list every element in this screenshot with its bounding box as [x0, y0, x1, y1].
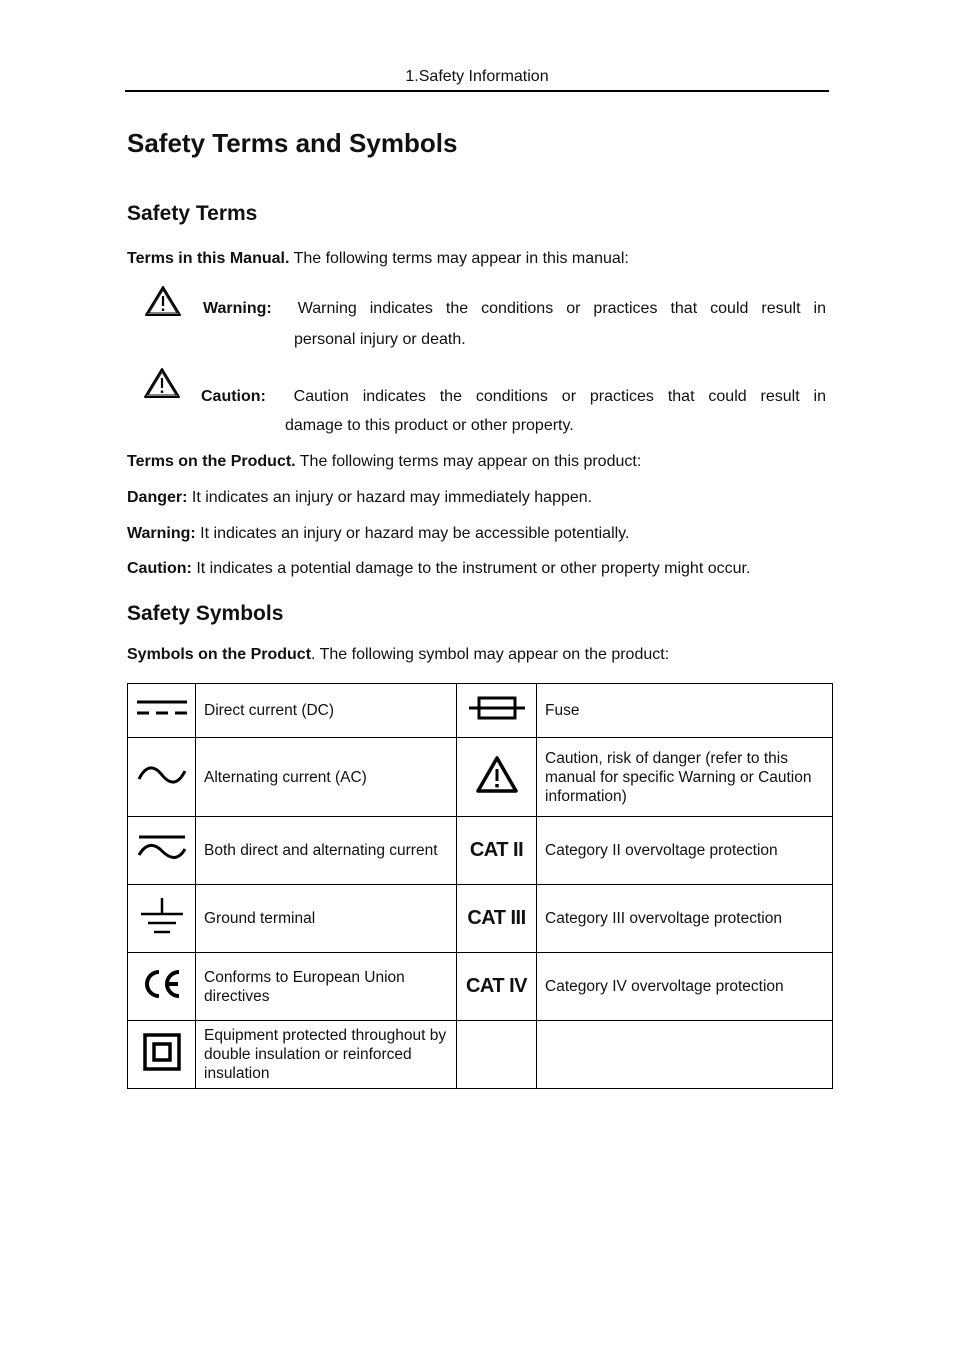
cat-iv-description: Category IV overvoltage protection [537, 953, 833, 1021]
ce-mark-label: Conforms to European Union directives [196, 953, 457, 1021]
symbols-table [127, 683, 833, 1089]
caution-symbol-label: Caution, risk of danger (refer to this manual for specific Warning or Caution information) [537, 738, 833, 817]
cat-iii-cell [457, 885, 537, 953]
ac-icon-cell [128, 738, 196, 817]
dc-icon [134, 697, 190, 719]
caution-triangle-icon-cell [457, 738, 537, 817]
caution-term-text: It indicates a potential damage to the instrument or other property might occur. [191, 560, 751, 577]
cat-ii-label: CAT II [469, 838, 524, 861]
caution-triangle-icon [143, 367, 181, 399]
caution-text-line2: damage to this product or other property. [285, 417, 574, 434]
table-row [128, 953, 833, 1021]
caution-term [127, 560, 750, 578]
table-row [128, 1021, 833, 1089]
ac-icon [136, 763, 188, 787]
caution-definition-line1 [201, 388, 826, 406]
symbols-intro-text: . The following symbol may appear on the product: [311, 646, 670, 663]
ground-icon-cell [128, 885, 196, 953]
table-row [128, 684, 833, 738]
double-insulation-icon [142, 1032, 182, 1072]
warning-triangle-icon [144, 285, 182, 317]
warning-definition-line1 [203, 300, 826, 318]
ce-mark-icon [140, 966, 184, 1002]
manual-terms-label: Terms in this Manual. [127, 250, 290, 267]
warning-term-label: Warning: [127, 525, 196, 542]
caution-text-line1: Caution indicates the conditions or practices that could result in [293, 388, 827, 405]
empty-cell [537, 1021, 833, 1089]
symbols-intro [127, 646, 669, 664]
section-heading-safety-symbols: Safety Symbols [127, 602, 284, 625]
danger-text: It indicates an injury or hazard may immediately happen. [187, 489, 593, 506]
dc-label: Direct current (DC) [196, 684, 457, 738]
page-title: Safety Terms and Symbols [127, 128, 458, 158]
page-header: 1.Safety Information [125, 68, 829, 92]
warning-text-line2: personal injury or death. [294, 331, 466, 348]
double-insulation-icon-cell [128, 1021, 196, 1089]
warning-term-text: It indicates an injury or hazard may be accessible potentially. [195, 525, 630, 542]
product-terms-text: The following terms may appear on this product: [295, 453, 642, 470]
cat-ii-description: Category II overvoltage protection [537, 817, 833, 885]
ground-icon [139, 896, 185, 936]
manual-terms-intro [127, 250, 629, 268]
cat-ii-cell [457, 817, 537, 885]
ac-dc-icon [136, 833, 188, 863]
product-terms-label: Terms on the Product. [127, 453, 296, 470]
warning-text-line1: Warning indicates the conditions or practices that could result in [297, 300, 826, 317]
danger-term [127, 489, 592, 507]
section-heading-safety-terms: Safety Terms [127, 202, 258, 225]
double-insulation-label: Equipment protected throughout by double insulation or reinforced insulation [196, 1021, 457, 1089]
fuse-label: Fuse [537, 684, 833, 738]
caution-term-label: Caution: [127, 560, 192, 577]
caution-triangle-icon [475, 755, 519, 795]
fuse-icon-cell [457, 684, 537, 738]
ac-label: Alternating current (AC) [196, 738, 457, 817]
warning-label: Warning: [203, 300, 272, 317]
cat-iv-cell [457, 953, 537, 1021]
product-terms-intro [127, 453, 641, 471]
symbols-intro-label: Symbols on the Product [127, 646, 312, 663]
table-row [128, 738, 833, 817]
table-row [128, 885, 833, 953]
manual-terms-text: The following terms may appear in this manual: [289, 250, 629, 267]
warning-term [127, 525, 629, 543]
dc-icon-cell [128, 684, 196, 738]
fuse-icon [467, 693, 527, 723]
cat-iv-label: CAT IV [465, 974, 528, 997]
ce-mark-icon-cell [128, 953, 196, 1021]
danger-label: Danger: [127, 489, 188, 506]
caution-label: Caution: [201, 388, 266, 405]
cat-iii-label: CAT III [467, 906, 526, 929]
empty-cell [457, 1021, 537, 1089]
cat-iii-description: Category III overvoltage protection [537, 885, 833, 953]
ac-dc-label: Both direct and alternating current [196, 817, 457, 885]
ground-label: Ground terminal [196, 885, 457, 953]
table-row [128, 817, 833, 885]
ac-dc-icon-cell [128, 817, 196, 885]
